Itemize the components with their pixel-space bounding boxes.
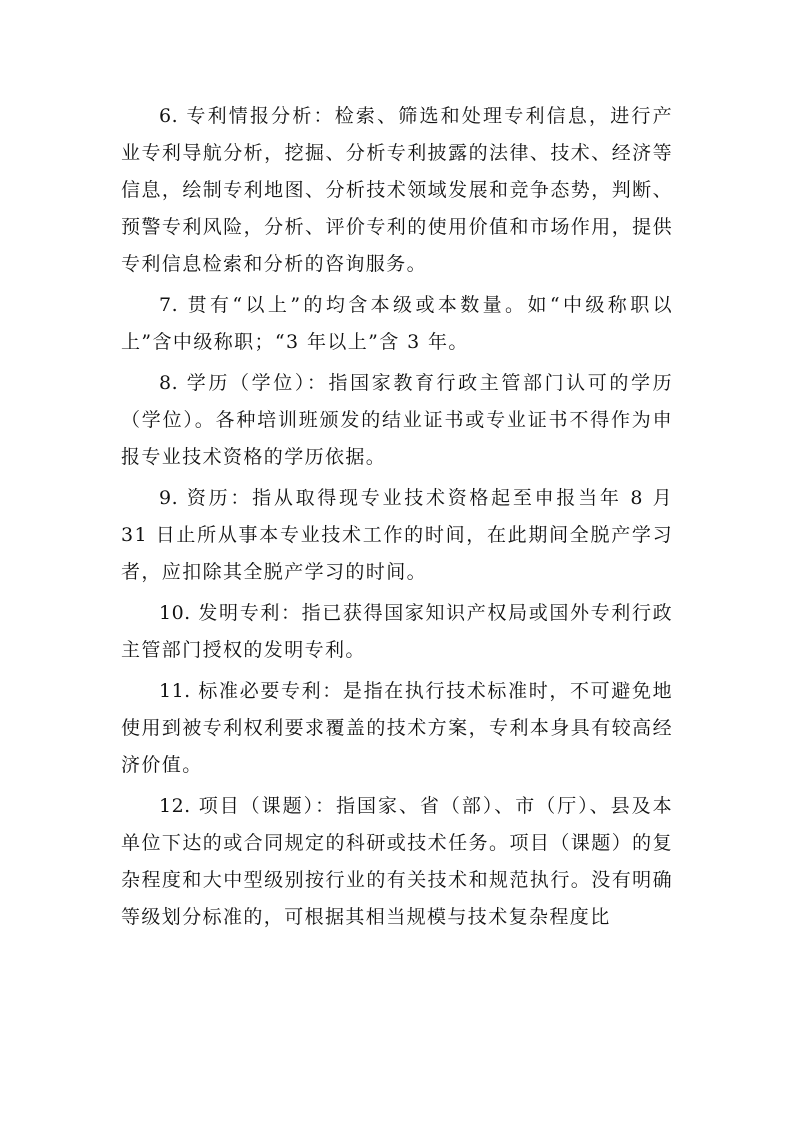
paragraph-6: [121, 98, 673, 283]
paragraph-text: 资历：指从取得现专业技术资格起至申报当年 8 月 31 日止所从事本专业技术工作的时间，在此期间全脱产学习者，应扣除其全脱产学习的时间。: [121, 487, 673, 583]
paragraph-7: [121, 287, 673, 361]
paragraph-8: [121, 365, 673, 476]
paragraph-number: 10.: [159, 602, 191, 624]
paragraph-text: 发明专利：指已获得国家知识产权局或国外专利行政主管部门授权的发明专利。: [121, 602, 673, 661]
paragraph-number: 12.: [159, 795, 191, 817]
paragraph-number: 6.: [159, 105, 179, 127]
paragraph-11: [121, 673, 673, 784]
paragraph-text: 项目（课题）：指国家、省（部）、市（厅）、县及本单位下达的或合同规定的科研或技术任务。项目（课题）的复杂程度和大中型级别按行业的有关技术和规范执行。没有明确等级划分标准的，可根据其相当规模与技术复杂程度比: [121, 795, 673, 928]
paragraph-text: 标准必要专利：是指在执行技术标准时，不可避免地使用到被专利权利要求覆盖的技术方案，专利本身具有较高经济价值。: [121, 680, 673, 776]
paragraph-text: 专利情报分析：检索、筛选和处理专利信息，进行产业专利导航分析，挖掘、分析专利披露的法律、技术、经济等信息，绘制专利地图、分析技术领域发展和竞争态势，判断、预警专利风险，分析、评价专利的使用价值和市场作用，提供专利信息检索和分析的咨询服务。: [121, 105, 673, 275]
document-body: [121, 98, 673, 940]
paragraph-10: [121, 595, 673, 669]
paragraph-number: 7.: [159, 294, 179, 316]
paragraph-number: 11.: [159, 680, 191, 702]
paragraph-number: 8.: [159, 372, 179, 394]
paragraph-text: 贯有“以上”的均含本级或本数量。如“中级称职以上”含中级称职；“3 年以上”含 3 年。: [121, 294, 673, 353]
paragraph-9: [121, 480, 673, 591]
paragraph-number: 9.: [159, 487, 179, 509]
paragraph-text: 学历（学位）：指国家教育行政主管部门认可的学历（学位）。各种培训班颁发的结业证书或专业证书不得作为申报专业技术资格的学历依据。: [121, 372, 673, 468]
paragraph-12: [121, 788, 673, 936]
